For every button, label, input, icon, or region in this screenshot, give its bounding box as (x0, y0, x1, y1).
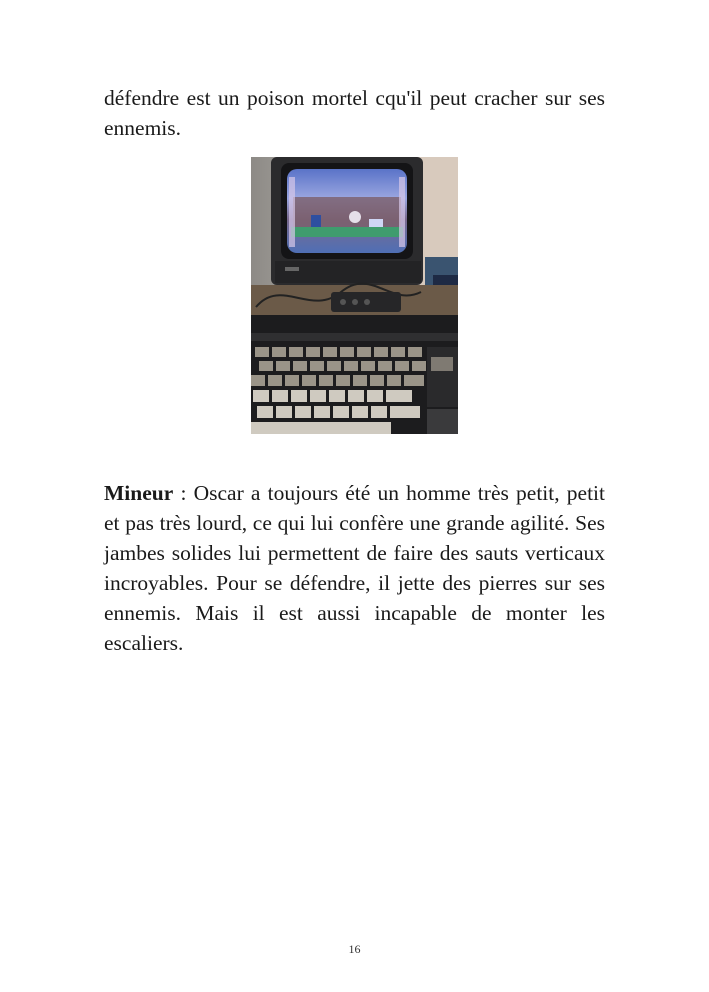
term-separator: : (173, 481, 194, 505)
page-number: 16 (348, 942, 361, 956)
computer-photo (251, 157, 458, 434)
paragraph-mineur-text: Oscar a toujours été un homme très petit, petit et pas très lourd, ce qui lui confère une grande agilité. Ses jambes solides lui permettent de faire des sauts verticaux incroyables. Pour se défendre, il jette des pierres sur ses ennemis. Mais il est aussi incapable de monter les escaliers. (104, 481, 605, 655)
paragraph-mineur (104, 478, 605, 658)
term-mineur: Mineur (104, 481, 174, 505)
paragraph-continuation: défendre est un poison mortel cqu'il peut cracher sur ses ennemis. (104, 86, 605, 140)
